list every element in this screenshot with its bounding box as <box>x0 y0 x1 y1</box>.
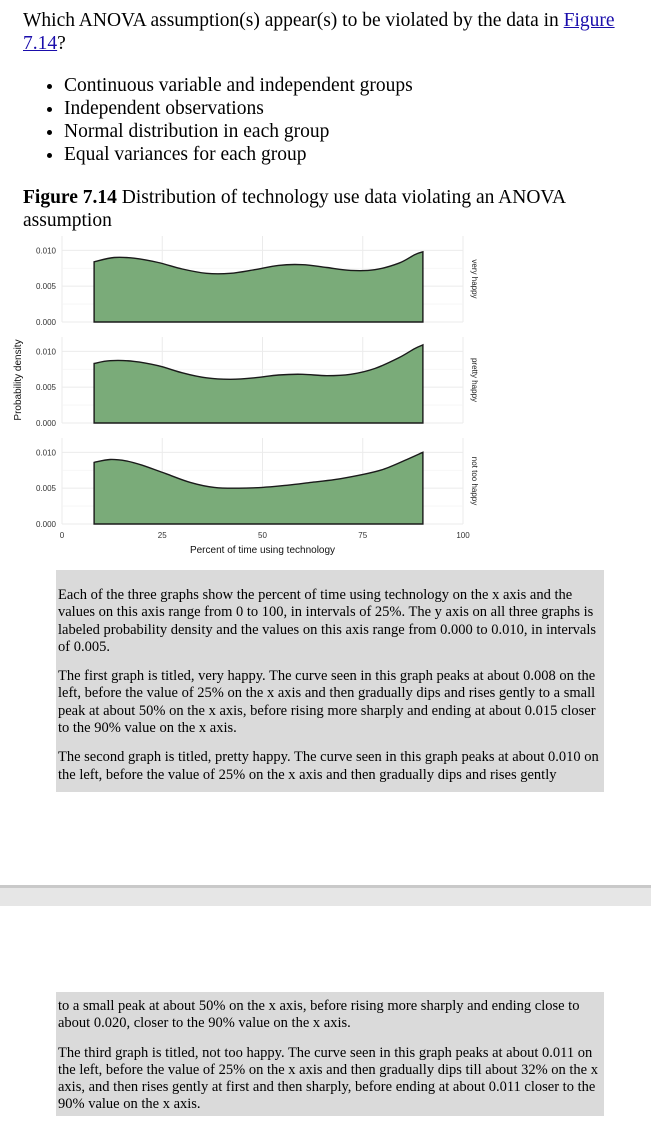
x-tick-label: 25 <box>157 531 167 540</box>
density-area-pretty-happy <box>94 345 423 423</box>
x-tick-label: 0 <box>59 531 65 540</box>
description-paragraph: The second graph is titled, pretty happy. The curve seen in this graph peaks at about 0.010 on the left, before the value of 25% on the x axis and then gradually dips and rises gently <box>58 749 599 783</box>
figure-link[interactable]: Figure 7.14 <box>23 10 615 54</box>
density-chart <box>0 236 651 556</box>
y-tick-label: 0.010 <box>35 246 56 256</box>
figure-description-part2 <box>56 992 604 1116</box>
page-break <box>0 885 651 906</box>
y-tick-label: 0.010 <box>35 347 56 357</box>
assumption-list <box>40 74 413 166</box>
y-tick-label: 0.010 <box>35 448 56 458</box>
list-item: • Normal distribution in each group <box>64 120 413 143</box>
x-tick-label: 50 <box>258 531 267 540</box>
density-area-very-happy <box>94 252 423 322</box>
figure-caption-text: Distribution of technology use data violating an ANOVA assumption <box>23 187 565 231</box>
x-axis-title: Percent of time using technology <box>189 545 336 556</box>
description-paragraph: to a small peak at about 50% on the x axis, before rising more sharply and ending close to about 0.020, closer to the 90% value on the x axis. <box>58 998 580 1032</box>
description-paragraph: The first graph is titled, very happy. The curve seen in this graph peaks at about 0.008 on the left, before the value of 25% on the x axis and then gradually dips and rises gently to a small peak at about 50% on the x axis, before rising more sharply and ending at about 0.015 closer to the 90% value on the x axis. <box>58 668 596 737</box>
figure-label: Figure 7.14 <box>23 187 117 208</box>
density-area-not-too-happy <box>94 452 423 524</box>
y-tick-label: 0.000 <box>35 419 56 428</box>
x-tick-label: 75 <box>358 531 368 540</box>
y-tick-label: 0.005 <box>35 282 56 292</box>
y-tick-label: 0.000 <box>35 318 56 327</box>
question-text <box>23 9 638 55</box>
description-paragraph: Each of the three graphs show the percent of time using technology on the x axis and the values on this axis range from 0 to 100, in intervals of 25%. The y axis on all three graphs is labeled probability density and the values on this axis range from 0.000 to 0.010, in intervals of 0.005. <box>58 587 597 655</box>
list-item: • Independent observations <box>64 97 413 120</box>
figure-caption <box>23 186 623 232</box>
question-text-start: Which ANOVA assumption(s) appear(s) to be violated by the data in <box>23 10 564 31</box>
description-paragraph: The third graph is titled, not too happy. The curve seen in this graph peaks at about 0.011 on the left, before the value of 25% on the x axis and then gradually dips till about 32% on the x axis, and then rises gently at first and then sharply, before ending at about 0.011 closer to the 90% value on the x axis. <box>58 1044 598 1113</box>
y-tick-label: 0.005 <box>35 484 56 494</box>
y-axis-title: Probability density <box>13 339 24 421</box>
list-item: • Equal variances for each group <box>64 143 413 166</box>
list-item: • Continuous variable and independent groups <box>64 74 413 97</box>
figure-description-part1 <box>56 570 604 792</box>
facet-label: very happy <box>470 259 479 299</box>
x-tick-label: 100 <box>456 531 470 540</box>
question-text-end: ? <box>57 33 66 54</box>
y-tick-label: 0.000 <box>35 520 56 529</box>
y-tick-label: 0.005 <box>35 383 56 393</box>
facet-label: not too happy <box>470 456 479 506</box>
facet-label: pretty happy <box>470 357 479 403</box>
